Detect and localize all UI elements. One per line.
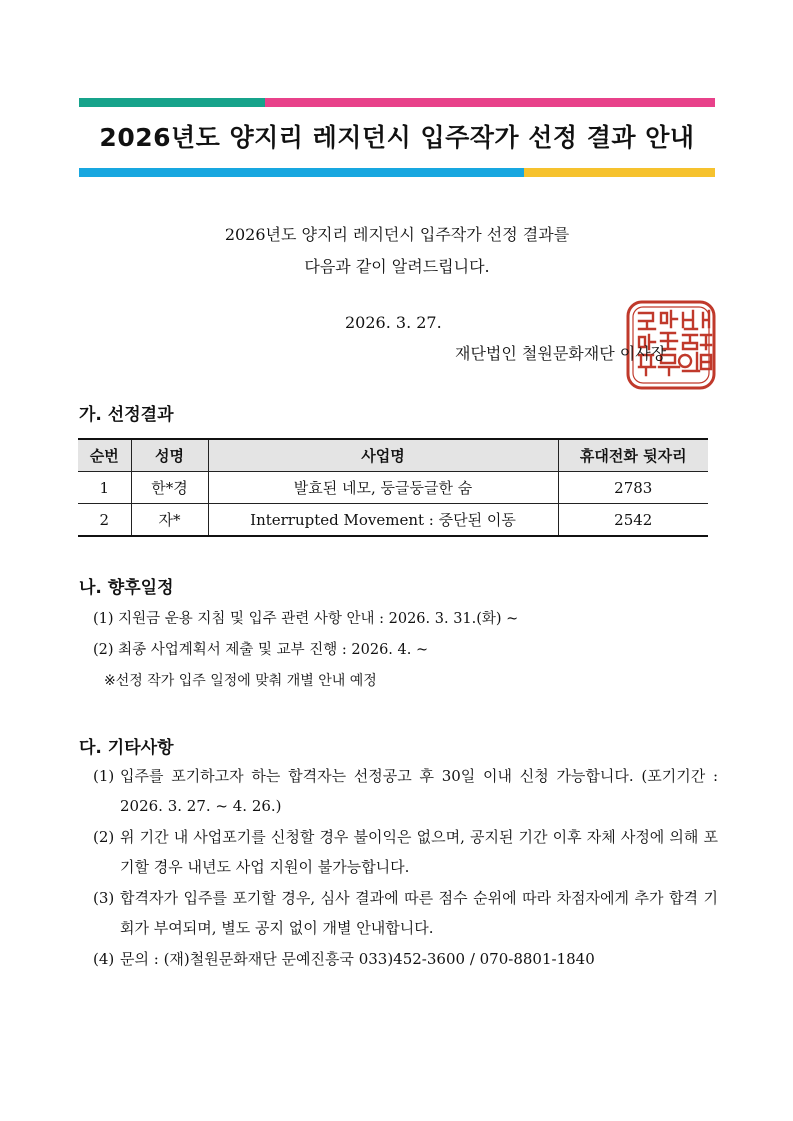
item-text: 입주를 포기하고자 하는 합격자는 선정공고 후 30일 이내 신청 가능합니다. (포기기간 : 2026. 3. 27. ~ 4. 26.) — [120, 767, 718, 815]
column-header-project: 사업명 — [208, 439, 558, 472]
other-item — [93, 822, 718, 882]
item-number: (4) — [93, 950, 115, 968]
section-heading-other: 다. 기타사항 — [79, 738, 174, 758]
document-title: 2026년도 양지리 레지던시 입주작가 선정 결과 안내 — [99, 123, 695, 152]
table-header-row — [78, 439, 708, 472]
column-header-name: 성명 — [131, 439, 208, 472]
cell-number: 1 — [78, 472, 131, 504]
other-item — [93, 883, 718, 943]
intro-line-2: 다음과 같이 알려드립니다. — [304, 257, 490, 276]
cell-phone: 2783 — [558, 472, 708, 504]
section-heading-schedule: 나. 향후일정 — [79, 578, 174, 598]
item-number: (2) — [93, 828, 115, 846]
cell-project: 발효된 네모, 둥글둥글한 숨 — [208, 472, 558, 504]
bottom-stripe-yellow — [524, 168, 715, 177]
section-heading-results: 가. 선정결과 — [79, 405, 174, 425]
schedule-item: (1) 지원금 운용 지침 및 입주 관련 사항 안내 : 2026. 3. 31.(화) ~ — [93, 611, 519, 627]
item-text: 합격자가 입주를 포기할 경우, 심사 결과에 따른 점수 순위에 따라 차점자에게 추가 합격 기회가 부여되며, 별도 공지 없이 개별 안내합니다. — [120, 889, 718, 937]
item-text: 위 기간 내 사업포기를 신청할 경우 불이익은 없으며, 공지된 기간 이후 자체 사정에 의해 포기할 경우 내년도 사업 지원이 불가능합니다. — [120, 828, 718, 876]
cell-name: 한*경 — [131, 472, 208, 504]
cell-name: 자* — [131, 504, 208, 537]
table-row — [78, 504, 708, 537]
column-header-number: 순번 — [78, 439, 131, 472]
column-header-phone: 휴대전화 뒷자리 — [558, 439, 708, 472]
cell-number: 2 — [78, 504, 131, 537]
other-item — [93, 761, 718, 821]
table-row — [78, 472, 708, 504]
notice-date: 2026. 3. 27. — [345, 313, 442, 332]
top-stripe-pink — [265, 98, 715, 107]
item-number: (1) — [93, 767, 115, 785]
intro-line-1: 2026년도 양지리 레지던시 입주작가 선정 결과를 — [224, 225, 570, 244]
item-number: (3) — [93, 889, 115, 907]
item-text: 문의 : (재)철원문화재단 문예진흥국 033)452-3600 / 070-8801-1840 — [120, 950, 595, 968]
schedule-note: ※선정 작가 입주 일정에 맞춰 개별 안내 예정 — [104, 673, 377, 689]
cell-project: Interrupted Movement : 중단된 이동 — [208, 504, 558, 537]
issuer-name: 재단법인 철원문화재단 이사장 — [455, 344, 667, 363]
cell-phone: 2542 — [558, 504, 708, 537]
bottom-stripe-blue — [79, 168, 524, 177]
schedule-item: (2) 최종 사업계획서 제출 및 교부 진행 : 2026. 4. ~ — [93, 642, 429, 658]
top-stripe-teal — [79, 98, 265, 107]
results-table — [78, 438, 708, 537]
other-item — [93, 944, 718, 974]
